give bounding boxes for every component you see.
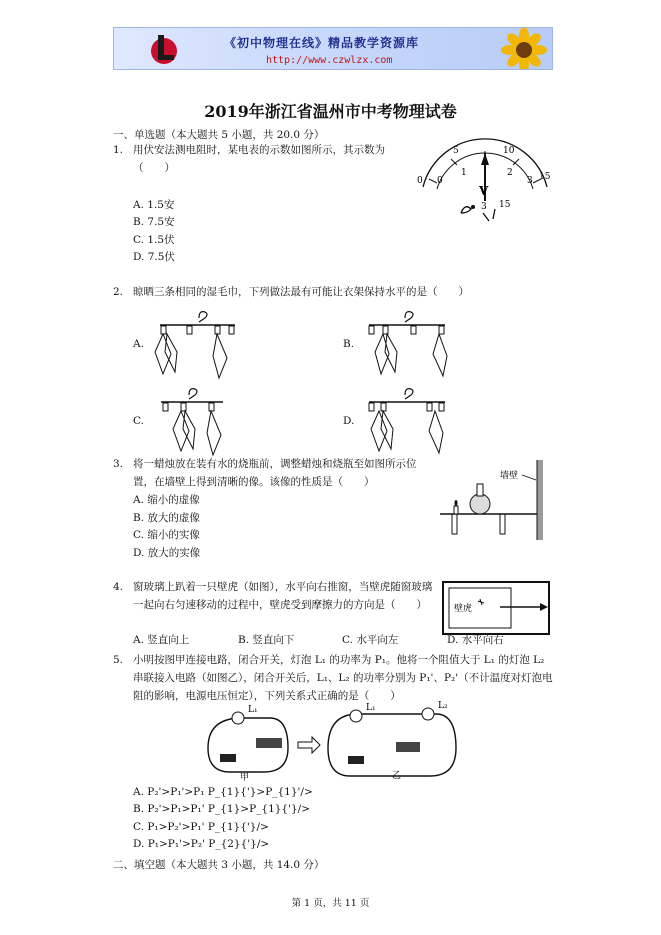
q3-option-b: B. 放大的虚像 (133, 512, 200, 524)
q4-option-a: A. 竖直向上 (133, 634, 190, 646)
hanger-figure-b (365, 308, 455, 378)
hanger-figure-d (365, 385, 455, 455)
q2-option-d: D. (343, 415, 355, 427)
banner-url: http://www.czwlzx.com (266, 55, 393, 66)
question-number: 2. (113, 286, 124, 298)
question-2-text: 晾晒三条相同的湿毛巾，下列做法最有可能让衣架保持水平的是（ ） (133, 286, 469, 298)
q3-option-c: C. 缩小的实像 (133, 529, 200, 541)
meter-top-tick-0: 0 (417, 176, 423, 186)
meter-bottom-tick-1: 1 (461, 168, 467, 178)
window-gecko-figure (442, 581, 552, 636)
q4-option-b: B. 竖直向下 (238, 634, 295, 646)
question-3-text: 将一蜡烛放在装有水的烧瓶前，调整蜡烛和烧瓶至如图所示位置，在墙壁上得到清晰的像。该像的性质是（ ） (133, 458, 417, 488)
meter-terminal-15: 15 (499, 200, 511, 210)
question-number: 1. (113, 144, 124, 156)
wall-label: 墙壁 (500, 471, 519, 481)
meter-bottom-tick-2: 2 (507, 168, 513, 178)
q1-option-b: B. 7.5安 (133, 216, 175, 228)
q2-option-a: A. (133, 338, 144, 350)
meter-bottom-tick-3: 3 (527, 176, 533, 186)
banner-title: 《初中物理在线》精品教学资源库 (224, 36, 420, 50)
q2-option-b: B. (343, 338, 355, 350)
q1-option-c: C. 1.5伏 (133, 234, 175, 246)
meter-unit: V (479, 184, 489, 198)
q3-option-d: D. 放大的实像 (133, 547, 201, 559)
candle-flask-figure (440, 458, 555, 543)
meter-bottom-tick-0: 0 (437, 176, 443, 186)
page-footer: 第 1 页，共 11 页 (291, 898, 370, 909)
q4-option-c: C. 水平向左 (342, 634, 399, 646)
page-title: 2019年浙江省温州市中考物理试卷 (204, 102, 457, 121)
question-number: 4. (113, 581, 124, 593)
circuit-label-l2: L₂ (438, 701, 448, 711)
question-number: 3. (113, 458, 124, 470)
hanger-figure-c (155, 385, 245, 455)
q3-option-a: A. 缩小的虚像 (133, 494, 200, 506)
circuit-label-yi: 乙 (392, 771, 402, 781)
question-number: 5. (113, 654, 124, 666)
q4-option-d: D. 水平向右 (447, 634, 504, 646)
q2-option-c: C. (133, 415, 144, 427)
sunflower-icon (494, 28, 553, 70)
circuit-label-jia: 甲 (240, 773, 250, 783)
voltmeter-figure (415, 143, 555, 223)
q5-option-d: D. P₁>P₁'>P₂' P_{2}{'}/> (133, 838, 270, 850)
meter-top-tick-15: 15 (539, 172, 551, 182)
question-1-text: 用伏安法测电阻时，某电表的示数如图所示，其示数为（ ） (133, 144, 385, 174)
logo-icon (144, 29, 184, 69)
circuit-label-l1-b: L₁ (366, 703, 376, 713)
circuit-figure (200, 702, 460, 782)
q5-option-b: B. P₂'>P₁>P₁' P_{1}>P_{1}{'}/> (133, 803, 311, 815)
q1-option-d: D. 7.5伏 (133, 251, 175, 263)
meter-top-tick-10: 10 (503, 146, 515, 156)
gecko-label: 壁虎 (454, 604, 473, 614)
meter-top-tick-5: 5 (453, 146, 459, 156)
section-header-single-choice: 一、单选题（本大题共 5 小题，共 20.0 分） (113, 129, 325, 141)
section-header-fill-in: 二、填空题（本大题共 3 小题，共 14.0 分） (113, 859, 325, 871)
q1-option-a: A. 1.5安 (133, 199, 175, 211)
q5-option-c: C. P₁>P₂'>P₁' P_{1}{'}/> (133, 821, 269, 833)
hanger-figure-a (155, 308, 245, 378)
header-banner (113, 27, 553, 70)
question-5-text: 小明按图甲连接电路，闭合开关，灯泡 L₁ 的功率为 P₁。他将一个阻值大于 L₁ 的灯泡 L₂ 串联接入电路（如图乙），闭合开关后，L₁、L₂ 的功率分别为 P₁'、P₂'（不计温度对灯泡电阻的影响，电源电压恒定），下列关系式正确的是（ ） (133, 654, 553, 702)
question-4-text: 窗玻璃上趴着一只壁虎（如图），水平向右推窗，当壁虎随窗玻璃一起向右匀速移动的过程中，壁虎受到摩擦力的方向是（ ） (133, 581, 433, 611)
meter-terminal-3: 3 (481, 202, 487, 212)
circuit-label-l1-a: L₁ (248, 705, 258, 715)
q5-option-a: A. P₂'>P₁'>P₁ P_{1}{'}>P_{1}'/> (133, 786, 313, 798)
